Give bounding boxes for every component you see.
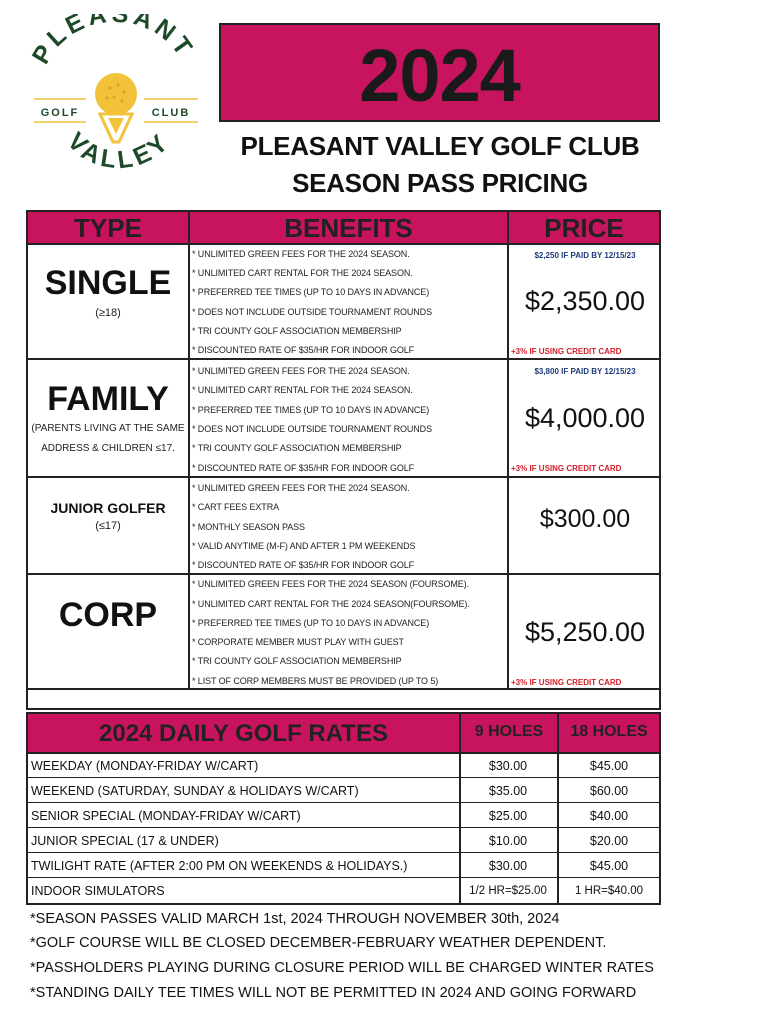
type-name: SINGLE: [44, 264, 172, 302]
benefit-item: * UNLIMITED CART RENTAL FOR THE 2024 SEASON(FOURSOME).: [192, 599, 470, 609]
benefit-item: * CART FEES EXTRA: [192, 502, 279, 512]
type-sub: (≥18): [95, 307, 121, 319]
credit-card-note: +3% IF USING CREDIT CARD: [511, 347, 622, 356]
rate-9-holes: $30.00: [488, 759, 528, 773]
price-value: $4,000.00: [524, 403, 646, 433]
benefit-item: * MONTHLY SEASON PASS: [192, 522, 305, 532]
daily-rates-table: [26, 712, 661, 905]
rate-label: WEEKEND (SATURDAY, SUNDAY & HOLIDAYS W/CART): [31, 784, 359, 798]
col-18-holes: [559, 714, 659, 754]
type-name: CORP: [58, 596, 158, 634]
benefit-item: * CORPORATE MEMBER MUST PLAY WITH GUEST: [192, 637, 404, 647]
benefit-item: * TRI COUNTY GOLF ASSOCIATION MEMBERSHIP: [192, 443, 402, 453]
rate-label: SENIOR SPECIAL (MONDAY-FRIDAY W/CART): [31, 809, 301, 823]
benefit-item: * PREFERRED TEE TIMES (UP TO 10 DAYS IN ADVANCE): [192, 287, 430, 297]
credit-card-note: +3% IF USING CREDIT CARD: [511, 464, 622, 473]
benefit-item: * DISCOUNTED RATE OF $35/HR FOR INDOOR GOLF: [192, 345, 415, 355]
header-benefits: BENEFITS: [190, 212, 507, 244]
benefit-item: * UNLIMITED GREEN FEES FOR THE 2024 SEASON.: [192, 249, 410, 259]
rate-label: WEEKDAY (MONDAY-FRIDAY W/CART): [31, 759, 259, 773]
svg-text:VALLEY: [62, 127, 176, 175]
year-banner: [219, 23, 660, 122]
season-pass-table: [26, 210, 661, 710]
daily-rates-title: 2024 DAILY GOLF RATES: [99, 720, 388, 747]
rate-9-holes: $25.00: [488, 809, 528, 823]
svg-text:PLEASANT: [27, 14, 200, 69]
header-type: TYPE: [28, 212, 188, 244]
rate-9-holes: 1/2 HR=$25.00: [469, 885, 547, 897]
rate-label: JUNIOR SPECIAL (17 & UNDER): [31, 834, 219, 848]
rate-label: TWILIGHT RATE (AFTER 2:00 PM ON WEEKENDS & HOLIDAYS.): [31, 859, 408, 873]
benefit-item: * DISCOUNTED RATE OF $35/HR FOR INDOOR GOLF: [192, 463, 415, 473]
benefit-item: * VALID ANYTIME (M-F) AND AFTER 1 PM WEEKENDS: [192, 541, 416, 551]
benefit-item: * DOES NOT INCLUDE OUTSIDE TOURNAMENT ROUNDS: [192, 424, 432, 434]
season-pass-title: SEASON PASS PRICING: [292, 168, 588, 198]
benefit-item: * DISCOUNTED RATE OF $35/HR FOR INDOOR GOLF: [192, 560, 415, 570]
logo-top-text: PLEASANT: [26, 14, 200, 69]
type-sub: (PARENTS LIVING AT THE SAME: [31, 423, 185, 434]
benefit-item: * PREFERRED TEE TIMES (UP TO 10 DAYS IN ADVANCE): [192, 405, 430, 415]
early-pay-price: $3,800 IF PAID BY 12/15/23: [534, 367, 636, 376]
logo-bottom-text: VALLEY: [61, 126, 177, 175]
rate-label: INDOOR SIMULATORS: [31, 884, 165, 898]
early-pay-price: $2,250 IF PAID BY 12/15/23: [534, 251, 636, 260]
logo-left-text: GOLF: [40, 107, 80, 119]
col-18-holes-label: 18 HOLES: [570, 723, 648, 740]
club-logo: [20, 14, 210, 192]
footnote: *STANDING DAILY TEE TIMES WILL NOT BE PERMITTED IN 2024 AND GOING FORWARD: [30, 985, 637, 1001]
price-value: $5,250.00: [524, 617, 646, 647]
footnote: *PASSHOLDERS PLAYING DURING CLOSURE PERIOD WILL BE CHARGED WINTER RATES: [30, 960, 654, 976]
rate-9-holes: $35.00: [488, 784, 528, 798]
rate-18-holes: $45.00: [589, 859, 629, 873]
benefit-item: * PREFERRED TEE TIMES (UP TO 10 DAYS IN ADVANCE): [192, 618, 430, 628]
rate-18-holes: $20.00: [589, 834, 629, 848]
benefit-item: * TRI COUNTY GOLF ASSOCIATION MEMBERSHIP: [192, 326, 402, 336]
price-value: $2,350.00: [524, 286, 646, 316]
rate-18-holes: $60.00: [589, 784, 629, 798]
benefit-item: * UNLIMITED GREEN FEES FOR THE 2024 SEASON.: [192, 366, 410, 376]
col-9-holes: [461, 714, 557, 754]
benefit-item: * DOES NOT INCLUDE OUTSIDE TOURNAMENT ROUNDS: [192, 307, 432, 317]
header-price: PRICE: [509, 212, 659, 244]
type-sub: ADDRESS & CHILDREN ≤17.: [41, 443, 175, 454]
golf-ball-tee-icon: [20, 14, 210, 192]
credit-card-note: +3% IF USING CREDIT CARD: [511, 678, 622, 687]
benefit-item: * LIST OF CORP MEMBERS MUST BE PROVIDED (UP TO 5): [192, 676, 439, 686]
price-value: $300.00: [539, 505, 631, 533]
footnote: *GOLF COURSE WILL BE CLOSED DECEMBER-FEBRUARY WEATHER DEPENDENT.: [30, 935, 607, 951]
benefit-item: * UNLIMITED CART RENTAL FOR THE 2024 SEASON.: [192, 268, 413, 278]
benefit-item: * UNLIMITED GREEN FEES FOR THE 2024 SEASON.: [192, 483, 410, 493]
benefit-item: * UNLIMITED GREEN FEES FOR THE 2024 SEASON (FOURSOME).: [192, 579, 469, 589]
rate-18-holes: 1 HR=$40.00: [574, 885, 644, 897]
benefit-item: * UNLIMITED CART RENTAL FOR THE 2024 SEASON.: [192, 385, 413, 395]
rate-9-holes: $30.00: [488, 859, 528, 873]
type-sub: (≤17): [95, 520, 121, 532]
type-name: FAMILY: [47, 380, 169, 418]
logo-right-text: CLUB: [151, 107, 191, 119]
rate-18-holes: $45.00: [589, 759, 629, 773]
year-text: 2024: [359, 34, 520, 117]
col-9-holes-label: 9 HOLES: [474, 723, 544, 740]
type-name: JUNIOR GOLFER: [50, 500, 166, 516]
footnote: *SEASON PASSES VALID MARCH 1st, 2024 THROUGH NOVEMBER 30th, 2024: [30, 911, 560, 927]
rate-18-holes: $40.00: [589, 809, 629, 823]
daily-title-cell: [28, 714, 459, 754]
rate-9-holes: $10.00: [488, 834, 528, 848]
benefit-item: * TRI COUNTY GOLF ASSOCIATION MEMBERSHIP: [192, 656, 402, 666]
club-name-title: PLEASANT VALLEY GOLF CLUB: [240, 131, 640, 161]
